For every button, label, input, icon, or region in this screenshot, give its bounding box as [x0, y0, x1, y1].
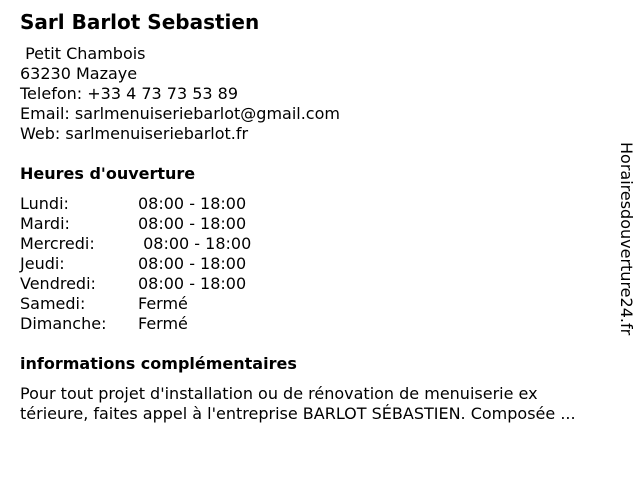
- side-brand-text: Horairesdouverture24.fr: [617, 142, 636, 336]
- address-street: Petit Chambois: [20, 44, 146, 63]
- day-label: Lundi:: [20, 194, 69, 213]
- web-line: Web: sarlmenuiseriebarlot.fr: [20, 124, 249, 143]
- day-label: Jeudi:: [20, 254, 65, 273]
- description-text: [20, 384, 635, 424]
- address-city: 63230 Mazaye: [20, 64, 138, 83]
- contact-block: [20, 44, 340, 144]
- time-value: 08:00 - 18:00: [138, 194, 247, 213]
- description-line-2: térieure, faites appel à l'entreprise BARLOT SÉBASTIEN. Composée ...: [20, 404, 576, 423]
- day-label: Mercredi:: [20, 234, 95, 253]
- time-value: 08:00 - 18:00: [138, 214, 247, 233]
- time-value: Fermé: [138, 294, 188, 313]
- email-line: Email: sarlmenuiseriebarlot@gmail.com: [20, 104, 340, 123]
- description-line-1: Pour tout projet d'installation ou de rénovation de menuiserie ex: [20, 384, 538, 403]
- phone-line: Telefon: +33 4 73 73 53 89: [20, 84, 239, 103]
- time-value: Fermé: [138, 314, 188, 333]
- time-value: 08:00 - 18:00: [138, 274, 247, 293]
- day-label: Samedi:: [20, 294, 86, 313]
- day-label: Dimanche:: [20, 314, 107, 333]
- day-label: Vendredi:: [20, 274, 96, 293]
- time-value: 08:00 - 18:00: [138, 254, 247, 273]
- info-heading: informations complémentaires: [20, 354, 297, 373]
- time-value: 08:00 - 18:00: [138, 234, 252, 253]
- hours-heading: Heures d'ouverture: [20, 164, 196, 183]
- day-label: Mardi:: [20, 214, 70, 233]
- business-name: Sarl Barlot Sebastien: [20, 10, 260, 34]
